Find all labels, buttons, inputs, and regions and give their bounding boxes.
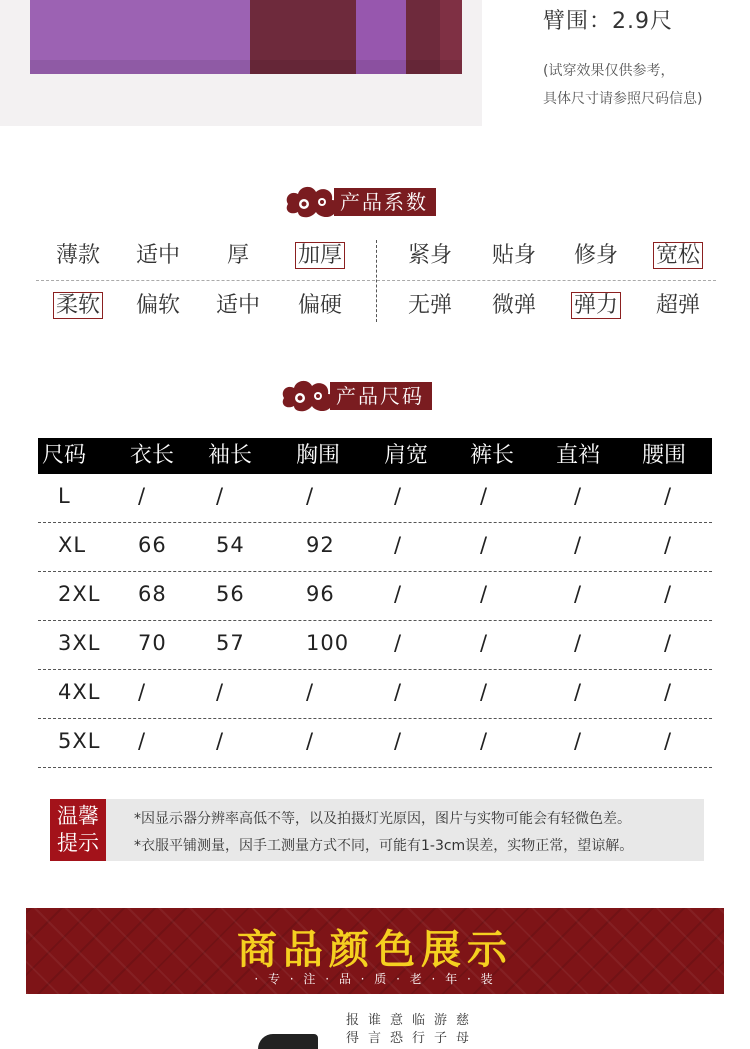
size-header-cell: 胸围 [296, 443, 341, 468]
param-option-label: 薄款 [55, 243, 100, 268]
param-option-label: 偏软 [135, 293, 180, 318]
sweater-maroon-3 [440, 0, 462, 74]
tips-label-line1: 温馨 [57, 804, 99, 828]
param-option-label: 弹力 [571, 292, 621, 319]
size-label-cell: XL [58, 533, 87, 557]
param-option-label: 无弹 [407, 293, 452, 318]
size-row [38, 719, 712, 768]
size-value-cell: 54 [216, 533, 245, 557]
size-title: 产品尺码 [330, 382, 432, 410]
param-option [116, 286, 200, 326]
size-value-cell: / [480, 729, 489, 753]
size-value-cell: / [394, 484, 403, 508]
size-value-cell: / [574, 484, 583, 508]
tips-box [50, 799, 704, 861]
param-option [388, 286, 472, 326]
poem-column: 报得 [346, 1013, 360, 1046]
size-value-cell: / [306, 484, 315, 508]
sweater-purple [30, 0, 252, 74]
size-table-header [38, 438, 712, 474]
trial-note-line2: 具体尺寸请参照尺码信息) [543, 91, 703, 107]
size-value-cell: / [306, 729, 315, 753]
param-option [472, 286, 556, 326]
param-option [636, 236, 720, 276]
size-label-cell: 4XL [58, 680, 101, 704]
size-value-cell: 68 [138, 582, 167, 606]
poem-column: 临行 [412, 1013, 426, 1046]
size-section-title [278, 376, 438, 416]
size-value-cell: / [480, 533, 489, 557]
trial-note [543, 57, 743, 113]
size-value-cell: / [574, 680, 583, 704]
size-row [38, 670, 712, 719]
size-value-cell: / [216, 680, 225, 704]
param-option-label: 超弹 [655, 293, 700, 318]
size-row [38, 572, 712, 621]
size-value-cell: / [574, 729, 583, 753]
size-label-cell: L [58, 484, 71, 508]
size-value-cell: / [574, 533, 583, 557]
poem-column: 慈母 [456, 1013, 470, 1046]
poem-column: 谁言 [368, 1013, 382, 1046]
banner-title: 商品颜色展示 [237, 926, 513, 973]
size-value-cell: 96 [306, 582, 335, 606]
sweater-maroon-2 [406, 0, 442, 74]
param-option-label: 修身 [573, 243, 618, 268]
param-option [36, 286, 120, 326]
size-header-cell: 直裆 [556, 443, 601, 468]
params-vertical-divider [376, 240, 377, 322]
size-table-body [38, 474, 712, 768]
param-option-label: 紧身 [407, 243, 452, 268]
color-display-banner [26, 908, 724, 994]
banner-subtitle: · 专 · 注 · 品 · 质 · 老 · 年 · 装 [254, 972, 496, 986]
size-header-cell: 衣长 [130, 443, 175, 468]
size-row [38, 474, 712, 523]
trial-note-line1: (试穿效果仅供参考， [543, 63, 675, 79]
size-value-cell: / [216, 729, 225, 753]
param-option [278, 236, 362, 276]
size-value-cell: / [138, 729, 147, 753]
size-value-cell: / [138, 484, 147, 508]
size-value-cell: / [394, 533, 403, 557]
size-row [38, 621, 712, 670]
arm-measurement: 臂围：2.9尺 [543, 9, 673, 34]
size-value-cell: 57 [216, 631, 245, 655]
size-value-cell: 66 [138, 533, 167, 557]
param-option [196, 236, 280, 276]
size-value-cell: / [664, 533, 673, 557]
tips-label [50, 799, 106, 861]
size-value-cell: / [574, 582, 583, 606]
param-option [196, 286, 280, 326]
size-header-cell: 肩宽 [384, 443, 429, 468]
model-info [543, 4, 743, 113]
params-grid [36, 236, 716, 326]
size-value-cell: / [664, 729, 673, 753]
size-header-cell: 腰围 [642, 443, 687, 468]
size-value-cell: / [664, 680, 673, 704]
size-header-cell: 尺码 [42, 443, 87, 468]
size-value-cell: / [216, 484, 225, 508]
size-value-cell: / [138, 680, 147, 704]
size-value-cell: / [574, 631, 583, 655]
size-value-cell: / [394, 729, 403, 753]
size-value-cell: / [480, 680, 489, 704]
size-value-cell: / [664, 484, 673, 508]
param-option [116, 236, 200, 276]
tips-line-color: *因显示器分辨率高低不等，以及拍摄灯光原因，图片与实物可能会有轻微色差。 [134, 811, 631, 827]
size-value-cell: / [480, 582, 489, 606]
param-option [554, 236, 638, 276]
product-photo [0, 0, 482, 126]
size-value-cell: 92 [306, 533, 335, 557]
param-option-label: 适中 [135, 243, 180, 268]
param-option [36, 236, 120, 276]
param-option-label: 宽松 [653, 242, 703, 269]
size-table [38, 438, 712, 768]
poem-block [346, 1012, 486, 1049]
size-value-cell: / [306, 680, 315, 704]
params-section-title [282, 182, 442, 222]
size-value-cell: 100 [306, 631, 350, 655]
brush-stroke-decoration [258, 1034, 318, 1049]
param-option [388, 236, 472, 276]
size-value-cell: / [664, 631, 673, 655]
param-option-label: 加厚 [295, 242, 345, 269]
param-option-label: 厚 [226, 243, 249, 268]
param-option-label: 微弹 [491, 293, 536, 318]
param-option-label: 适中 [215, 293, 260, 318]
param-option [278, 286, 362, 326]
size-header-cell: 袖长 [208, 443, 253, 468]
poem-column: 意恐 [390, 1013, 404, 1046]
param-option-label: 贴身 [491, 243, 536, 268]
param-option [554, 286, 638, 326]
size-header-cell: 裤长 [470, 443, 515, 468]
poem-column: 游子 [434, 1013, 448, 1046]
size-value-cell: 70 [138, 631, 167, 655]
param-option [636, 286, 720, 326]
size-value-cell: / [394, 680, 403, 704]
params-title: 产品系数 [334, 188, 436, 216]
size-label-cell: 2XL [58, 582, 101, 606]
size-value-cell: / [394, 582, 403, 606]
param-option [472, 236, 556, 276]
sweater-maroon [250, 0, 358, 74]
param-option-label: 柔软 [53, 292, 103, 319]
size-value-cell: / [480, 484, 489, 508]
param-option-label: 偏硬 [297, 293, 342, 318]
size-value-cell: / [394, 631, 403, 655]
sweater-purple-2 [356, 0, 408, 74]
size-label-cell: 5XL [58, 729, 101, 753]
tips-line-measure: *衣服平铺测量，因手工测量方式不同，可能有1-3cm误差，实物正常，望谅解。 [134, 838, 634, 854]
size-value-cell: / [664, 582, 673, 606]
tips-label-line2: 提示 [57, 831, 99, 855]
size-label-cell: 3XL [58, 631, 101, 655]
size-value-cell: 56 [216, 582, 245, 606]
size-row [38, 523, 712, 572]
size-value-cell: / [480, 631, 489, 655]
